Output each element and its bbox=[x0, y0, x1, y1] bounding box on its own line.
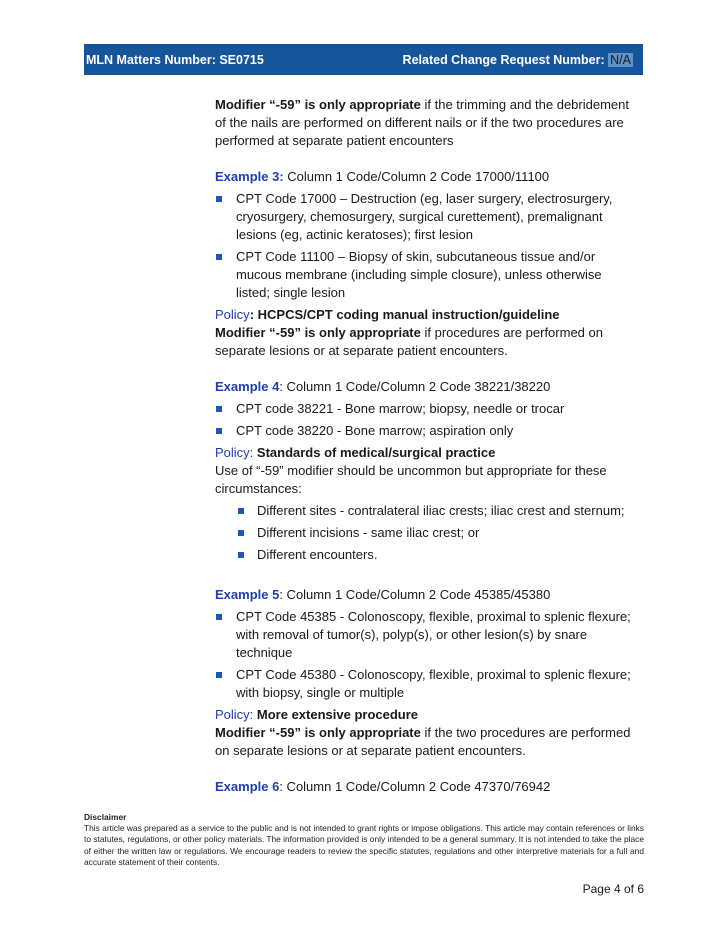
example-5-heading bbox=[215, 586, 635, 604]
policy-label: Policy: bbox=[215, 707, 254, 722]
bullet-icon bbox=[216, 428, 222, 434]
example-6-label: Example 6 bbox=[215, 779, 280, 794]
list-item-text: Different incisions - same iliac crest; or bbox=[257, 525, 480, 540]
mln-matters-number: MLN Matters Number: SE0715 bbox=[86, 52, 264, 67]
disclaimer bbox=[84, 812, 644, 868]
intro-paragraph bbox=[215, 96, 635, 150]
example-4-label: Example 4 bbox=[215, 379, 280, 394]
list-item bbox=[215, 546, 635, 564]
intro-text: if the trimming and the debridement of the nails are performed on different nails or if the two procedures are performed at separate patient encounters bbox=[215, 97, 629, 148]
list-item-text: Different sites - contralateral iliac crests; iliac crest and sternum; bbox=[257, 503, 625, 518]
list-item bbox=[215, 400, 635, 418]
example-3-list bbox=[215, 190, 635, 302]
modifier-bold: Modifier “-59” is only appropriate bbox=[215, 725, 421, 740]
policy-label: Policy: bbox=[215, 445, 254, 460]
example-5-modifier bbox=[215, 724, 635, 760]
list-item-text: Different encounters. bbox=[257, 547, 378, 562]
intro-bold: Modifier “-59” is only appropriate bbox=[215, 97, 421, 112]
bullet-icon bbox=[238, 508, 244, 514]
bullet-icon bbox=[238, 552, 244, 558]
policy-value: More extensive procedure bbox=[253, 707, 419, 722]
example-3-label: Example 3: bbox=[215, 169, 284, 184]
bullet-icon bbox=[238, 530, 244, 536]
policy-label: Policy bbox=[215, 307, 250, 322]
list-item bbox=[215, 666, 635, 702]
disclaimer-text: This article was prepared as a service to the public and is not intended to grant rights or impose obligations. This article may contain references or links to statutes, regulations, or other policy materials. The information provided is only intended to be a general summary. It is not intended to take the place of either the written law or regulations. We encourage readers to review the specific statutes, regulations and other interpretive materials for a full and accurate statement of their contents. bbox=[84, 823, 644, 867]
example-4-heading bbox=[215, 378, 635, 396]
example-4-list bbox=[215, 400, 635, 440]
example-5-list bbox=[215, 608, 635, 702]
main-content bbox=[215, 96, 635, 796]
policy-value: : HCPCS/CPT coding manual instruction/guideline bbox=[249, 307, 560, 322]
example-3-heading bbox=[215, 168, 635, 186]
list-item bbox=[215, 524, 635, 542]
related-change-request-value: N/A bbox=[610, 52, 631, 67]
example-4-policy bbox=[215, 444, 635, 462]
list-item-text: CPT Code 11100 – Biopsy of skin, subcutaneous tissue and/or mucous membrane (including simple closure), unless otherwise listed; single lesion bbox=[236, 249, 602, 300]
example-4-sub-list bbox=[215, 502, 635, 564]
example-4-title: : Column 1 Code/Column 2 Code 38221/38220 bbox=[279, 379, 551, 394]
list-item-text: CPT Code 45380 - Colonoscopy, flexible, proximal to splenic flexure; with biopsy, single or multiple bbox=[236, 667, 631, 700]
example-3-title: Column 1 Code/Column 2 Code 17000/11100 bbox=[283, 169, 550, 184]
list-item bbox=[215, 422, 635, 440]
related-change-request bbox=[403, 53, 633, 67]
list-item bbox=[215, 608, 635, 662]
example-5-label: Example 5 bbox=[215, 587, 280, 602]
list-item-text: CPT Code 45385 - Colonoscopy, flexible, proximal to splenic flexure; with removal of tumor(s), polyp(s), or other lesion(s) by snare technique bbox=[236, 609, 631, 660]
example-3-modifier bbox=[215, 324, 635, 360]
disclaimer-title: Disclaimer bbox=[84, 812, 127, 822]
list-item bbox=[215, 190, 635, 244]
example-6-heading bbox=[215, 778, 635, 796]
list-item-text: CPT code 38220 - Bone marrow; aspiration only bbox=[236, 423, 514, 438]
example-5-title: : Column 1 Code/Column 2 Code 45385/45380 bbox=[279, 587, 551, 602]
modifier-bold: Modifier “-59” is only appropriate bbox=[215, 325, 421, 340]
list-item bbox=[215, 502, 635, 520]
bullet-icon bbox=[216, 196, 222, 202]
policy-value: Standards of medical/surgical practice bbox=[253, 445, 496, 460]
related-change-request-label: Related Change Request Number: bbox=[402, 52, 605, 67]
list-item bbox=[215, 248, 635, 302]
example-4-use-text: Use of “-59” modifier should be uncommon but appropriate for these circumstances: bbox=[215, 463, 607, 496]
bullet-icon bbox=[216, 672, 222, 678]
modifier-text: if procedures are performed on separate lesions or at separate patient encounters. bbox=[215, 325, 603, 358]
example-6-title: : Column 1 Code/Column 2 Code 47370/76942 bbox=[279, 779, 551, 794]
list-item-text: CPT code 38221 - Bone marrow; biopsy, needle or trocar bbox=[236, 401, 565, 416]
example-3-policy bbox=[215, 306, 635, 324]
page-number: Page 4 of 6 bbox=[582, 882, 644, 896]
bullet-icon bbox=[216, 254, 222, 260]
list-item-text: CPT Code 17000 – Destruction (eg, laser surgery, electrosurgery, cryosurgery, chemosurgery, surgical curettement), premalignant lesions (eg, actinic keratoses); first lesion bbox=[236, 191, 613, 242]
modifier-text: if the two procedures are performed on separate lesions or at separate patient encounters. bbox=[215, 725, 631, 758]
bullet-icon bbox=[216, 614, 222, 620]
example-5-policy bbox=[215, 706, 635, 724]
page-header bbox=[84, 44, 643, 75]
bullet-icon bbox=[216, 406, 222, 412]
